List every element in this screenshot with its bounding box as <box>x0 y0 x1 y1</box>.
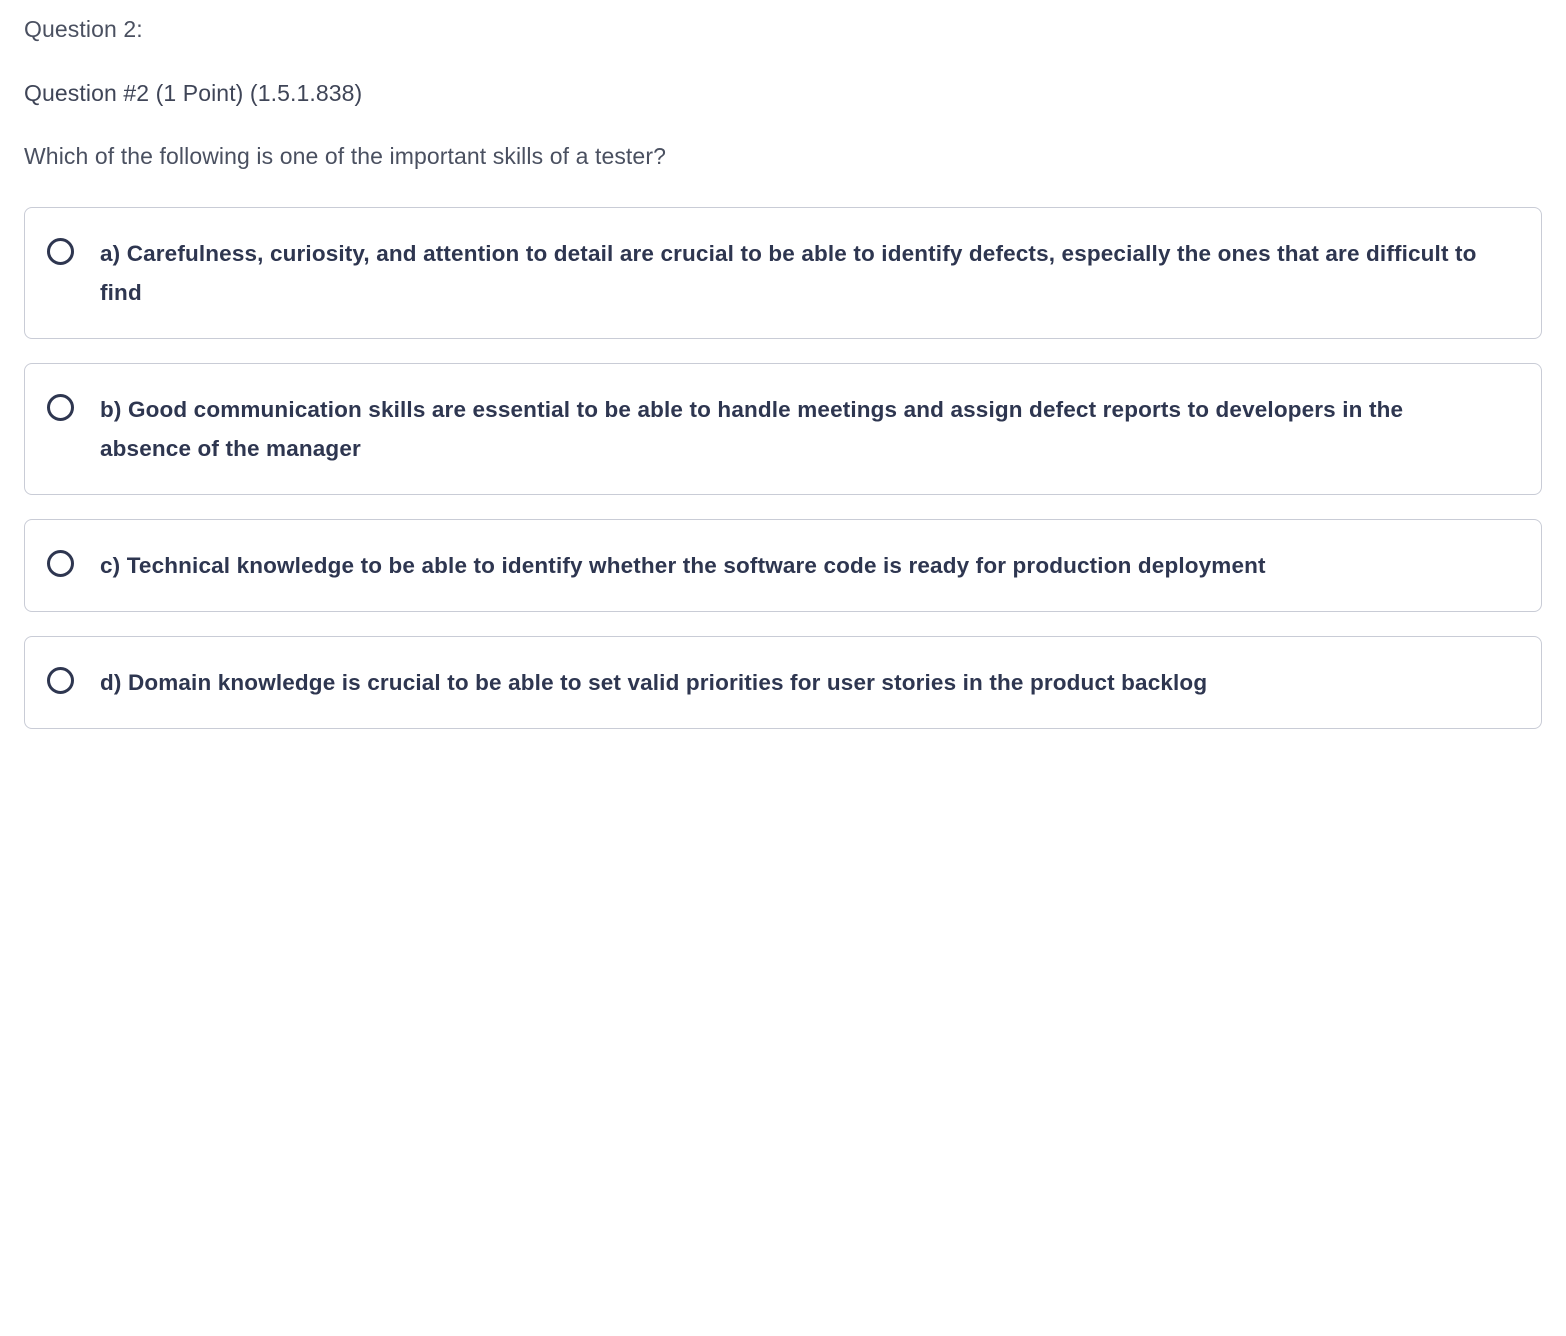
radio-button-icon-b[interactable] <box>47 394 74 421</box>
answer-option-b[interactable] <box>24 363 1542 495</box>
radio-button-icon-c[interactable] <box>47 550 74 577</box>
radio-button-icon-d[interactable] <box>47 667 74 694</box>
radio-button-icon-a[interactable] <box>47 238 74 265</box>
question-number-label: Question 2: <box>24 16 143 42</box>
answer-option-d[interactable] <box>24 636 1542 729</box>
answer-option-c[interactable] <box>24 519 1542 612</box>
answer-option-label-c: c) Technical knowledge to be able to identify whether the software code is ready for production deployment <box>100 553 1266 578</box>
answer-options-list <box>24 207 1542 729</box>
answer-option-a[interactable] <box>24 207 1542 339</box>
question-meta: Question #2 (1 Point) (1.5.1.838) <box>24 80 363 106</box>
answer-option-label-b: b) Good communication skills are essential to be able to handle meetings and assign defect reports to developers in the absence of the manager <box>100 397 1404 461</box>
page-title: Which of the following is one of the important skills of a tester? <box>24 143 666 169</box>
answer-option-label-d: d) Domain knowledge is crucial to be able to set valid priorities for user stories in the product backlog <box>100 670 1208 695</box>
answer-option-label-a: a) Carefulness, curiosity, and attention to detail are crucial to be able to identify defects, especially the ones that are difficult to find <box>100 241 1477 305</box>
